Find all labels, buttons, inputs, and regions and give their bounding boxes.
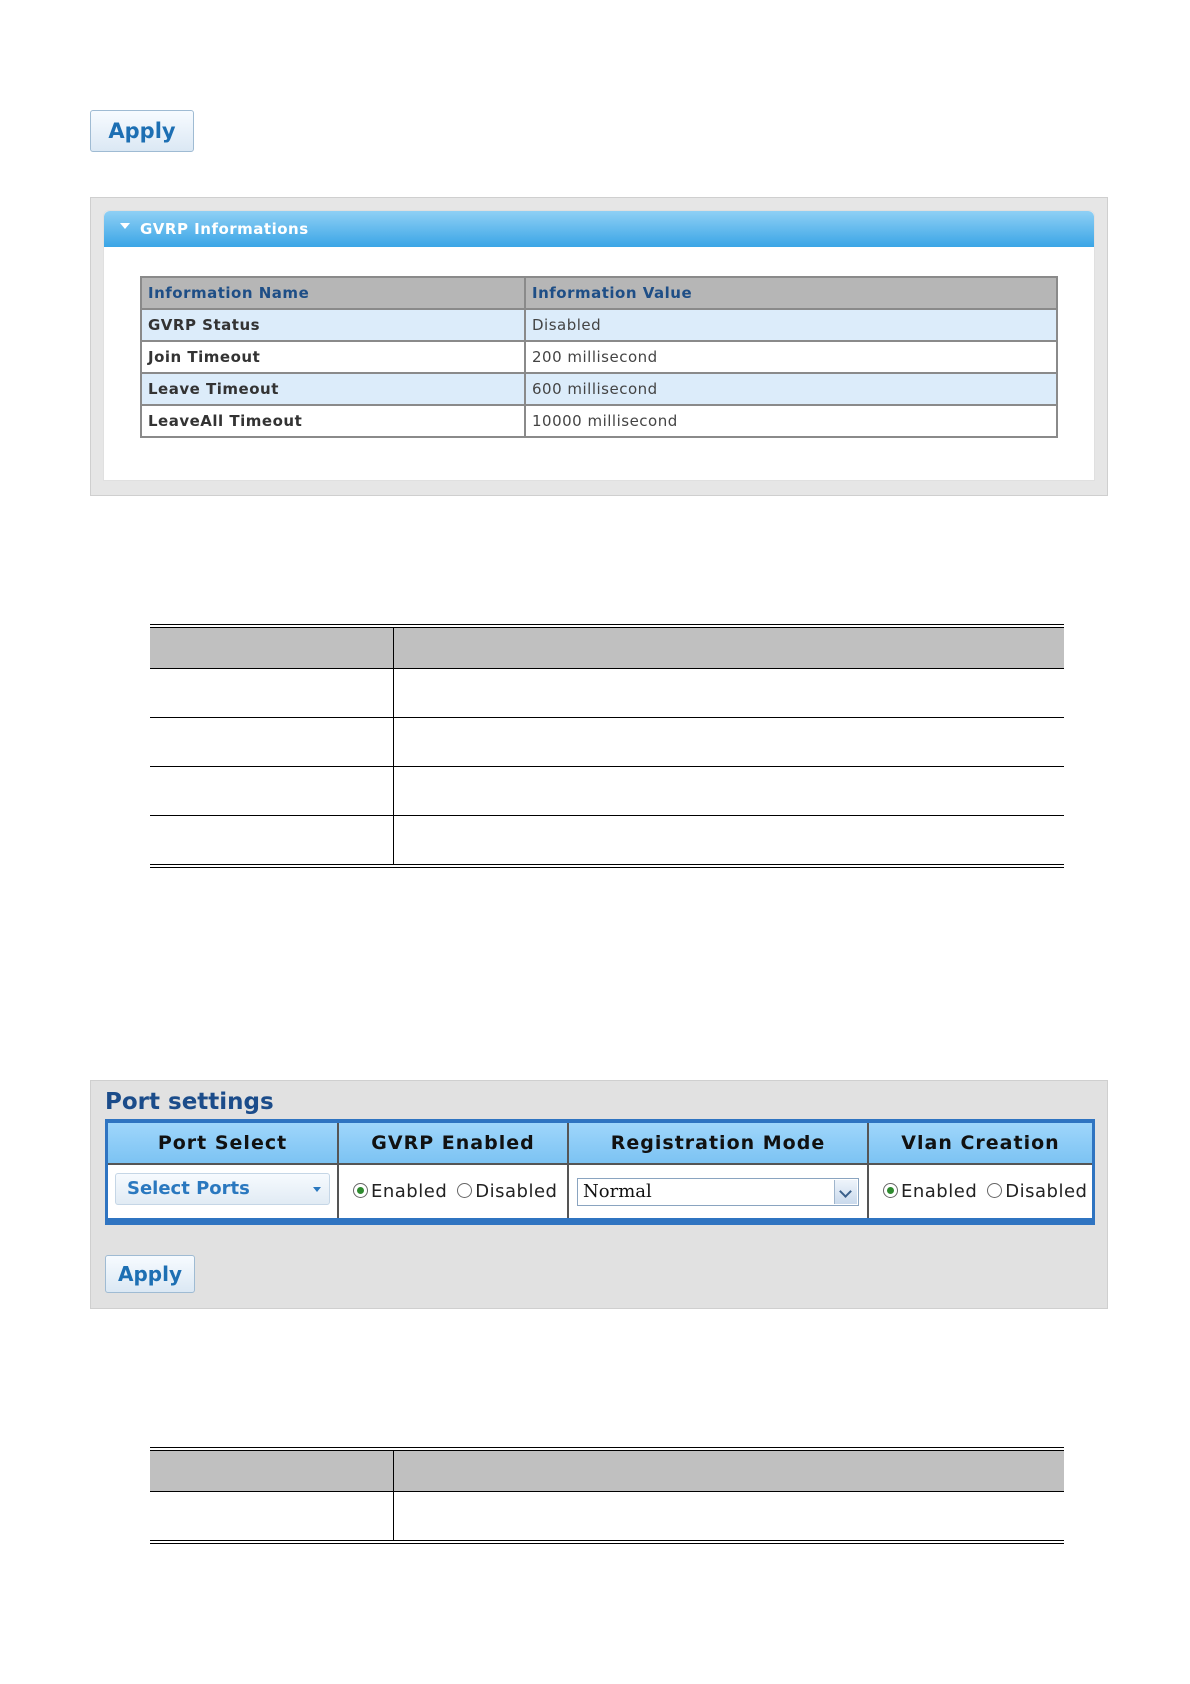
description-row — [150, 816, 1064, 864]
gvrp-informations-body — [104, 247, 1094, 480]
info-value-cell: 600 millisecond — [525, 373, 1057, 405]
description-header-cell — [150, 1451, 394, 1491]
table-row — [141, 373, 1057, 405]
description-table-2 — [150, 1447, 1064, 1544]
column-header-registration-mode: Registration Mode — [569, 1123, 869, 1163]
info-name-cell: Join Timeout — [141, 341, 525, 373]
gvrp-enabled-radio[interactable] — [353, 1183, 368, 1198]
gvrp-disabled-radio-label: Disabled — [475, 1181, 558, 1202]
port-settings-panel — [90, 1080, 1108, 1309]
port-select-cell — [108, 1163, 339, 1218]
description-header-cell — [150, 628, 394, 668]
apply-button-port-settings[interactable]: Apply — [105, 1255, 195, 1293]
gvrp-disabled-radio[interactable] — [457, 1183, 472, 1198]
info-name-cell: LeaveAll Timeout — [141, 405, 525, 437]
column-header-information-name: Information Name — [141, 277, 525, 309]
registration-mode-select[interactable] — [577, 1178, 859, 1206]
port-settings-title: Port settings — [105, 1089, 274, 1115]
gvrp-enabled-radio-label: Enabled — [371, 1181, 448, 1202]
column-header-port-select: Port Select — [108, 1123, 339, 1163]
registration-mode-value: Normal — [583, 1181, 652, 1202]
table-row — [141, 405, 1057, 437]
description-cell — [150, 767, 394, 815]
gvrp-enabled-radio-group — [353, 1181, 567, 1202]
description-cell — [150, 718, 394, 766]
info-value-cell: 10000 millisecond — [525, 405, 1057, 437]
gvrp-enabled-cell — [339, 1163, 569, 1218]
info-value-cell: 200 millisecond — [525, 341, 1057, 373]
gvrp-informations-title: GVRP Informations — [140, 220, 309, 238]
port-settings-table — [105, 1119, 1095, 1225]
caret-down-icon — [313, 1187, 321, 1192]
gvrp-informations-header[interactable] — [104, 211, 1094, 247]
description-row — [150, 767, 1064, 816]
table-row — [141, 309, 1057, 341]
description-cell — [150, 669, 394, 717]
column-header-vlan-creation: Vlan Creation — [869, 1123, 1092, 1163]
select-ports-label: Select Ports — [127, 1178, 250, 1199]
description-row — [150, 718, 1064, 767]
description-row — [150, 669, 1064, 718]
vlan-creation-enabled-label: Enabled — [901, 1181, 978, 1202]
column-header-information-value: Information Value — [525, 277, 1057, 309]
info-value-cell: Disabled — [525, 309, 1057, 341]
chevron-down-icon[interactable] — [834, 1180, 857, 1204]
gvrp-info-table — [140, 276, 1058, 438]
vlan-creation-disabled-label: Disabled — [1005, 1181, 1088, 1202]
select-ports-dropdown[interactable] — [115, 1173, 330, 1205]
table-header-row — [141, 277, 1057, 309]
vlan-creation-radio-group — [883, 1181, 1087, 1202]
column-header-gvrp-enabled: GVRP Enabled — [339, 1123, 569, 1163]
table-row — [141, 341, 1057, 373]
info-name-cell: Leave Timeout — [141, 373, 525, 405]
description-header-row — [150, 628, 1064, 669]
vlan-creation-cell — [869, 1163, 1092, 1218]
description-cell — [150, 816, 394, 864]
description-header-row — [150, 1451, 1064, 1492]
vlan-creation-disabled-radio[interactable] — [987, 1183, 1002, 1198]
gvrp-informations-box — [103, 210, 1095, 481]
gvrp-informations-panel — [90, 197, 1108, 496]
triangle-down-icon[interactable] — [120, 223, 130, 229]
description-row — [150, 1492, 1064, 1540]
registration-mode-cell — [569, 1163, 869, 1218]
apply-button-top[interactable]: Apply — [90, 110, 194, 152]
description-cell — [150, 1492, 394, 1540]
description-table-1 — [150, 624, 1064, 868]
vlan-creation-enabled-radio[interactable] — [883, 1183, 898, 1198]
info-name-cell: GVRP Status — [141, 309, 525, 341]
